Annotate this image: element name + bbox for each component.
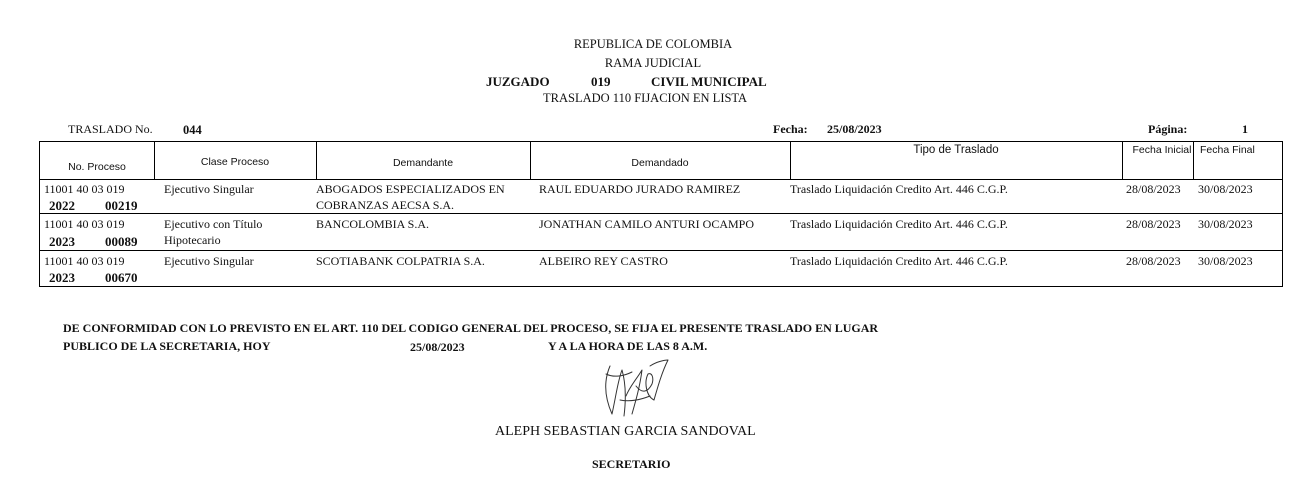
row3-tipo: Traslado Liquidación Credito Art. 446 C.G.P.	[790, 254, 1008, 268]
row2-demandante: BANCOLOMBIA S.A.	[316, 217, 430, 231]
handwritten-signature	[596, 356, 674, 420]
traslado-number: 044	[183, 123, 202, 137]
signer-title: SECRETARIO	[592, 457, 671, 471]
traslado-table	[39, 141, 1283, 287]
row2-proceso-code: 11001 40 03 019	[44, 217, 125, 231]
row2-clase: Ejecutivo con Título Hipotecario	[164, 217, 263, 247]
row1-demandante: ABOGADOS ESPECIALIZADOS EN COBRANZAS AECSA S.A.	[316, 182, 505, 212]
pagina-label: Página:	[1148, 122, 1188, 136]
col-header-demandado: Demandado	[631, 157, 689, 169]
row3-proceso-number: 00670	[105, 270, 138, 285]
header-rama-judicial: RAMA JUDICIAL	[604, 56, 702, 70]
row3-proceso-code: 11001 40 03 019	[44, 254, 125, 268]
row3-demandado: ALBEIRO REY CASTRO	[539, 254, 668, 268]
footer-date: 25/08/2023	[410, 340, 465, 354]
row3-proceso-year: 2023	[49, 270, 75, 285]
row1-tipo: Traslado Liquidación Credito Art. 446 C.G.P.	[790, 182, 1008, 196]
row1-clase: Ejecutivo Singular	[164, 182, 254, 196]
pagina-value: 1	[1242, 122, 1248, 136]
header-traslado-fijacion: TRASLADO 110 FIJACION EN LISTA	[543, 91, 748, 105]
row2-proceso-number: 00089	[105, 234, 138, 249]
signer-name: ALEPH SEBASTIAN GARCIA SANDOVAL	[495, 424, 756, 439]
row1-fecha-inicial: 28/08/2023	[1126, 182, 1181, 196]
row1-proceso-code: 11001 40 03 019	[44, 182, 125, 196]
footer-line-2a: PUBLICO DE LA SECRETARIA, HOY	[63, 339, 271, 353]
row-rule	[40, 250, 1282, 251]
fecha-label: Fecha:	[773, 122, 808, 136]
header-republica: REPUBLICA DE COLOMBIA	[573, 37, 733, 51]
footer-line-1: DE CONFORMIDAD CON LO PREVISTO EN EL ART. 110 DEL CODIGO GENERAL DEL PROCESO, SE FIJA EL PRESENTE TRASLADO EN LUGAR	[63, 321, 879, 335]
row1-fecha-final: 30/08/2023	[1198, 182, 1253, 196]
row3-clase: Ejecutivo Singular	[164, 254, 254, 268]
footer-line-2b: Y A LA HORA DE LAS 8 A.M.	[548, 339, 708, 353]
row2-demandado: JONATHAN CAMILO ANTURI OCAMPO	[539, 217, 755, 231]
traslado-label: TRASLADO No.	[68, 122, 153, 136]
row-rule	[40, 213, 1282, 214]
row3-fecha-final: 30/08/2023	[1198, 254, 1253, 268]
row3-demandante: SCOTIABANK COLPATRIA S.A.	[316, 254, 485, 268]
col-header-fecha-inicial: Fecha Inicial	[1132, 144, 1192, 156]
col-header-no-proceso: No. Proceso	[68, 161, 126, 173]
col-header-tipo-traslado: Tipo de Traslado	[913, 144, 999, 156]
header-juzgado-label: JUZGADO	[486, 74, 550, 89]
col-header-demandante: Demandante	[392, 157, 454, 169]
fecha-value: 25/08/2023	[827, 122, 882, 136]
row2-fecha-final: 30/08/2023	[1198, 217, 1253, 231]
col-divider	[1122, 142, 1123, 180]
col-header-clase-proceso: Clase Proceso	[200, 156, 270, 168]
row3-fecha-inicial: 28/08/2023	[1126, 254, 1181, 268]
col-header-fecha-final: Fecha Final	[1200, 144, 1255, 156]
row2-tipo: Traslado Liquidación Credito Art. 446 C.G.P.	[790, 217, 1008, 231]
header-juzgado-number: 019	[591, 74, 611, 89]
header-juzgado-type: CIVIL MUNICIPAL	[651, 74, 767, 89]
header-rule	[40, 179, 1282, 180]
row1-demandado: RAUL EDUARDO JURADO RAMIREZ	[539, 182, 741, 196]
row1-proceso-number: 00219	[105, 198, 138, 213]
row2-fecha-inicial: 28/08/2023	[1126, 217, 1181, 231]
row1-proceso-year: 2022	[49, 198, 75, 213]
row2-proceso-year: 2023	[49, 234, 75, 249]
